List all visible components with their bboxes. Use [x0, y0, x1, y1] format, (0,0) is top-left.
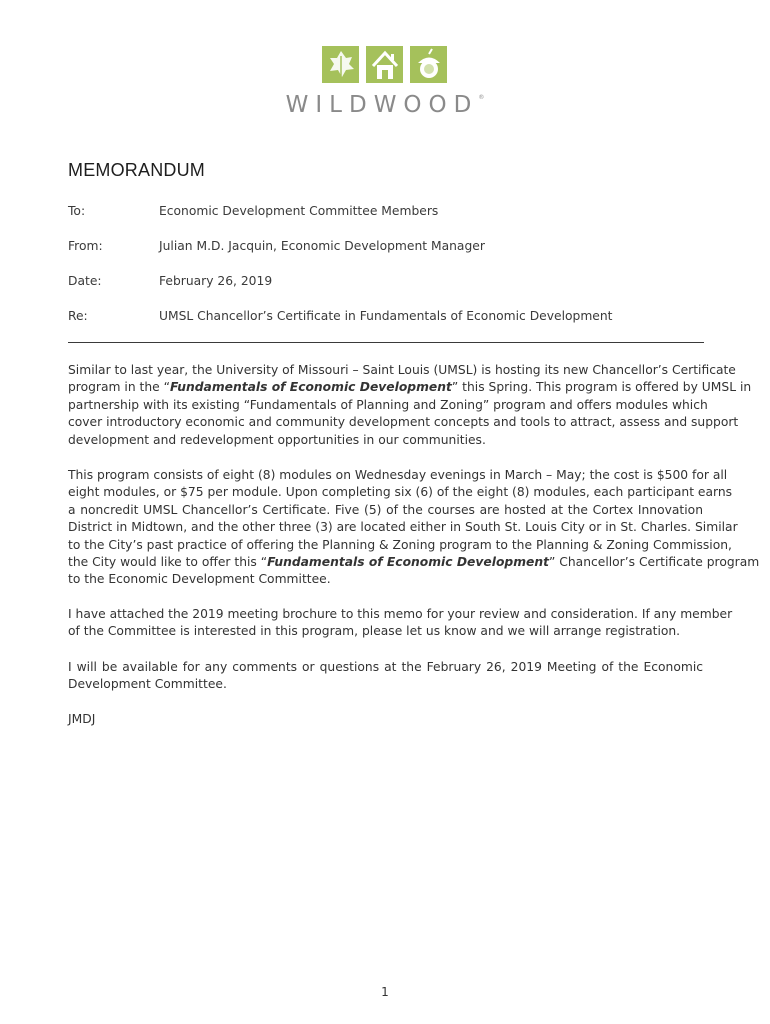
registered-mark: ®	[478, 94, 485, 101]
text-line: District in Midtown, and the other three (3) are located either in South St. Louis City or in St. Charles. Similar	[68, 520, 738, 535]
page-number: 1	[381, 985, 389, 999]
wildwood-logo	[0, 44, 770, 118]
paragraph-1	[68, 362, 752, 449]
text-line: to the Economic Development Committee.	[68, 572, 331, 587]
wordmark-text: WILDWOOD	[285, 92, 479, 118]
logo-icon-row	[0, 44, 770, 86]
paragraph-4	[68, 659, 703, 694]
text-line: a noncredit UMSL Chancellor’s Certificate. Five (5) of the courses are hosted at the Cortex Innovation	[68, 502, 703, 517]
text-run: ” Chancellor’s Certificate program	[549, 555, 760, 570]
header-divider	[68, 342, 704, 343]
text-line: Development Committee.	[68, 677, 227, 692]
acorn-icon	[409, 44, 449, 84]
header-from	[68, 239, 708, 253]
text-line: eight modules, or $75 per module. Upon completing six (6) of the eight (8) modules, each participant earns	[68, 485, 733, 500]
program-title-emphasis: Fundamentals of Economic Development	[267, 555, 549, 570]
text-line: I will be available for any comments or questions at the February 26, 2019 Meeting of the Economic	[68, 660, 703, 674]
house-icon	[365, 44, 405, 84]
header-re	[68, 309, 708, 323]
text-line: to the City’s past practice of offering the Planning & Zoning program to the Planning & Zoning Commission,	[68, 537, 732, 552]
text-run: program in the “	[68, 380, 170, 395]
text-line: cover introductory economic and community development concepts and tools to attract, assess and support	[68, 415, 739, 430]
text-line: of the Committee is interested in this program, please let us know and we will arrange registration.	[68, 624, 681, 639]
header-to	[68, 204, 708, 218]
header-date	[68, 274, 708, 288]
text-line: development and redevelopment opportunities in our communities.	[68, 432, 486, 447]
leaf-icon	[321, 44, 361, 84]
header-label: To:	[68, 204, 86, 218]
header-value: Julian M.D. Jacquin, Economic Development Manager	[159, 239, 485, 253]
paragraph-3	[68, 606, 733, 641]
header-label: Date:	[68, 274, 102, 288]
author-initials: JMDJ	[68, 712, 96, 726]
program-title-emphasis: Fundamentals of Economic Development	[169, 380, 452, 395]
text-line: partnership with its existing “Fundamentals of Planning and Zoning” program and offers modules which	[68, 397, 708, 412]
memo-title: MEMORANDUM	[68, 160, 205, 180]
header-value: Economic Development Committee Members	[159, 204, 439, 218]
text-line: This program consists of eight (8) modules on Wednesday evenings in March – May; the cost is $500 for all	[68, 468, 728, 482]
text-run: the City would like to offer this “	[68, 555, 268, 570]
text-run: ” this Spring. This program is offered by UMSL in	[451, 380, 752, 395]
header-value: UMSL Chancellor’s Certificate in Fundamentals of Economic Development	[159, 309, 613, 323]
wordmark	[0, 92, 770, 118]
paragraph-2	[68, 467, 760, 589]
text-line	[68, 554, 760, 571]
text-line	[68, 379, 752, 396]
header-label: From:	[68, 239, 103, 253]
header-label: Re:	[68, 309, 88, 323]
header-value: February 26, 2019	[159, 274, 273, 288]
text-line: I have attached the 2019 meeting brochure to this memo for your review and consideration. If any member	[68, 607, 733, 621]
text-line: Similar to last year, the University of Missouri – Saint Louis (UMSL) is hosting its new Chancellor’s Certificate	[68, 363, 736, 377]
